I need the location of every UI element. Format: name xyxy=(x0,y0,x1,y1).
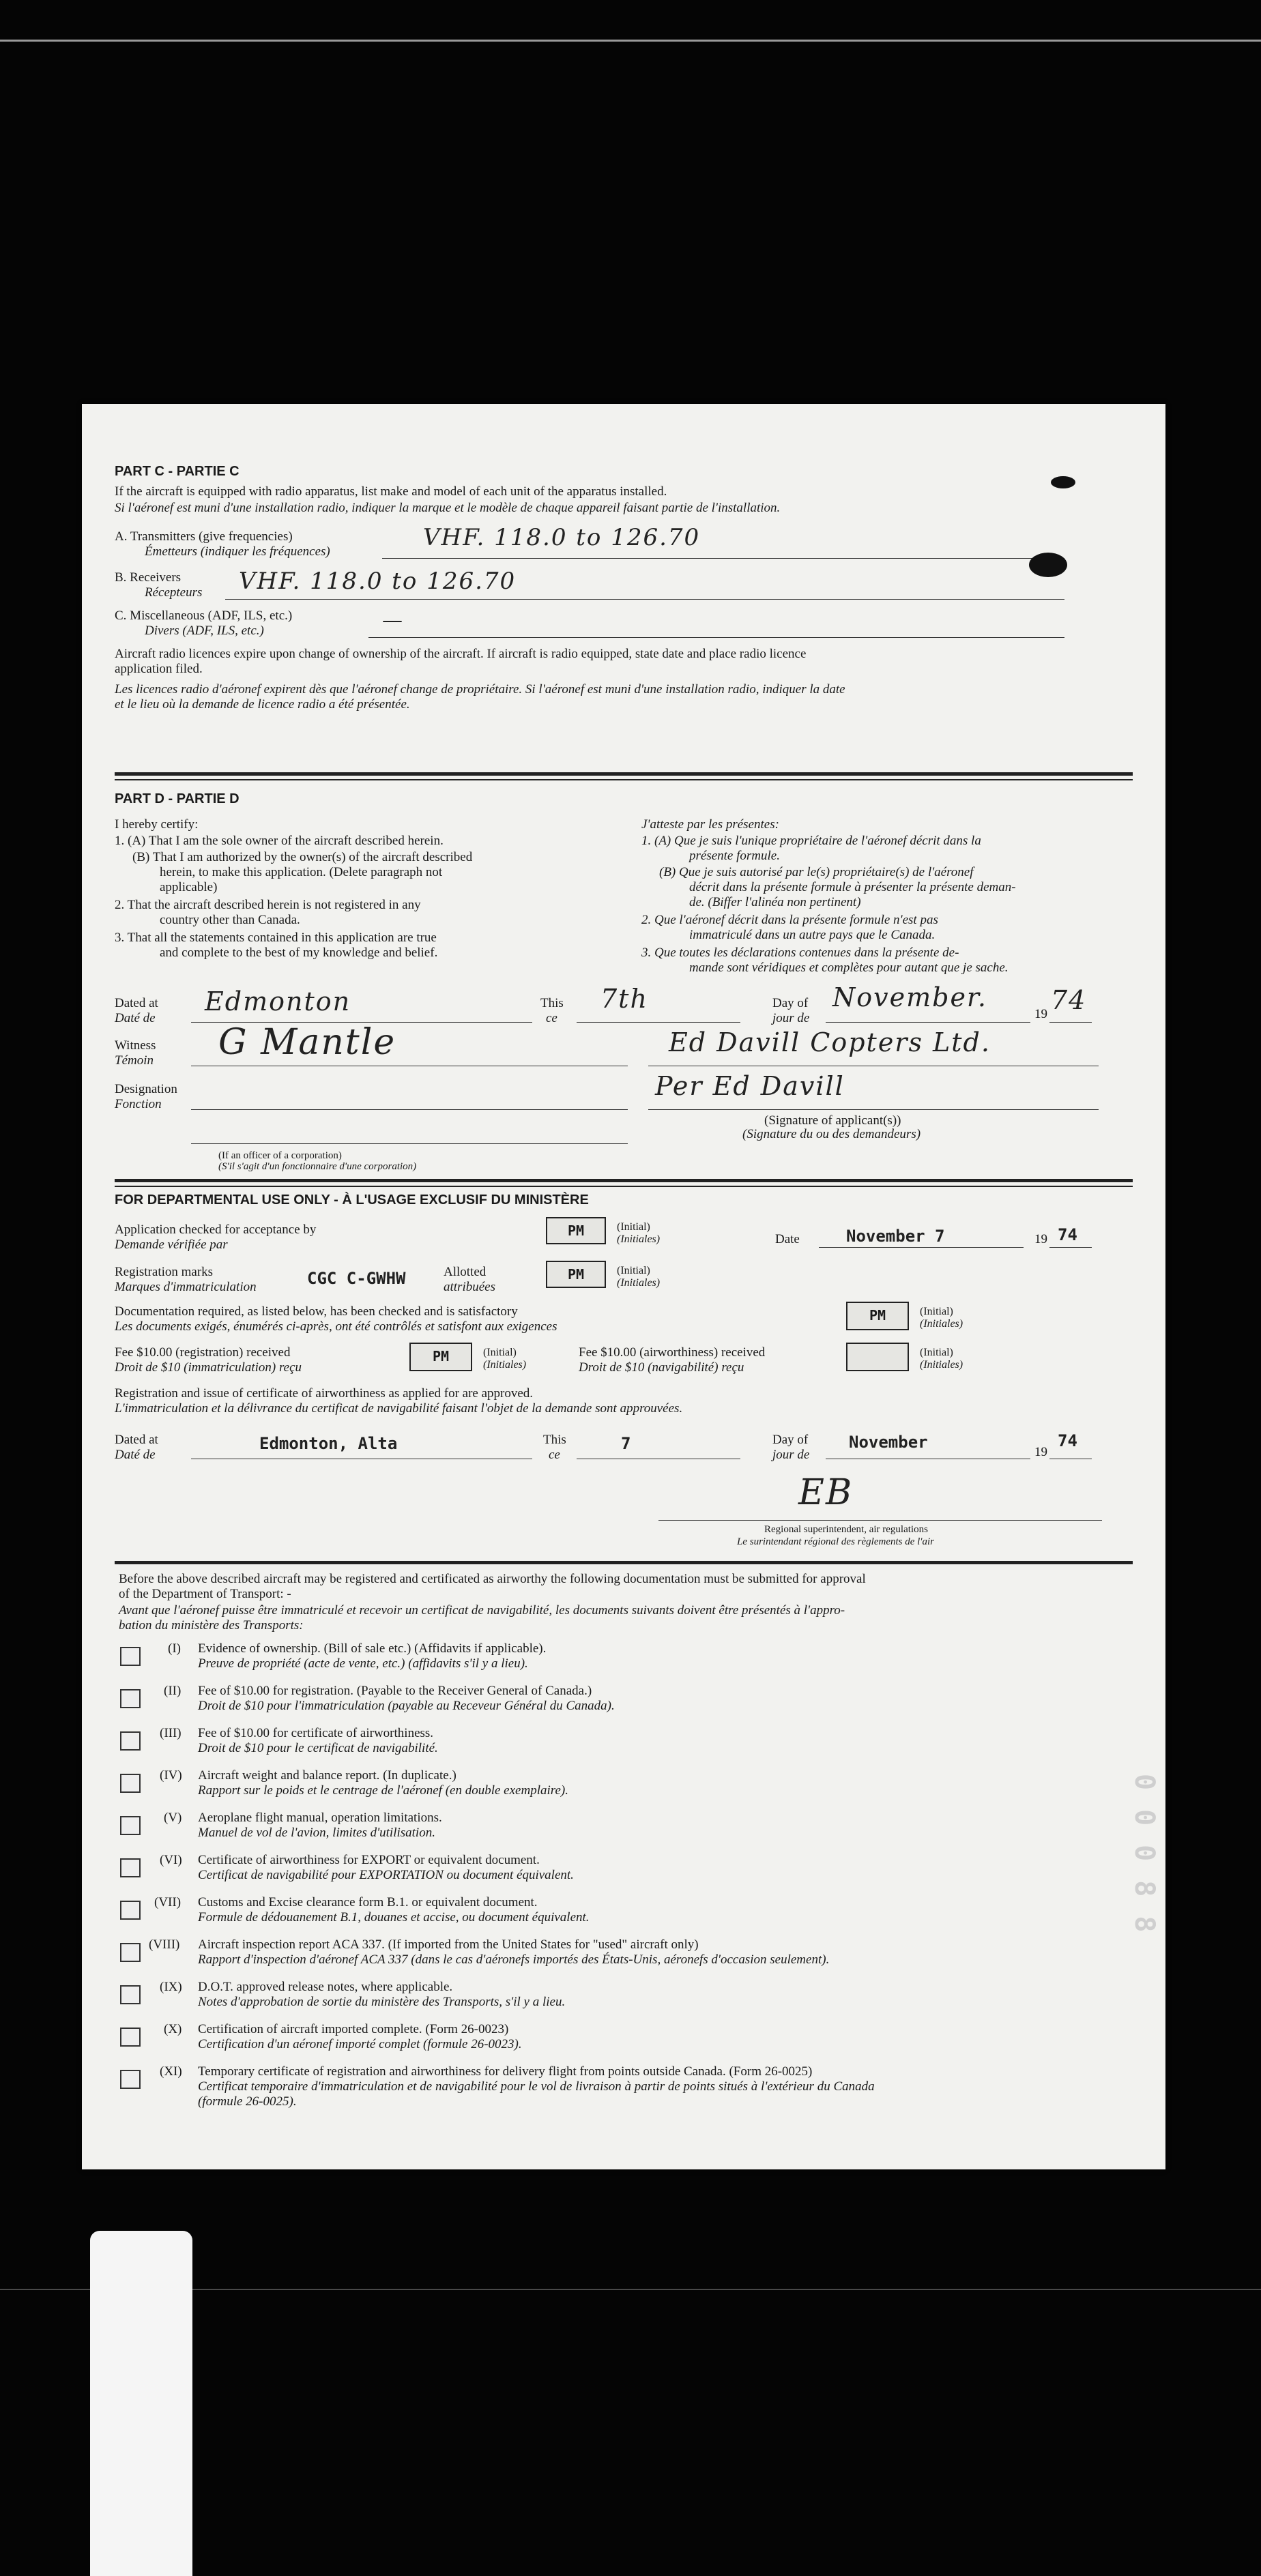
date-year-value: 74 xyxy=(1058,1225,1077,1244)
certify-1a-fr-2: présente formule. xyxy=(689,849,780,863)
approval-place-value: Edmonton, Alta xyxy=(259,1434,398,1453)
superintendent-title-fr: Le surintendant régional des règlements de l'air xyxy=(737,1536,935,1547)
doc-item-number: (V) xyxy=(164,1811,182,1825)
signature-caption-fr: (Signature du ou des demandeurs) xyxy=(742,1127,921,1141)
reg-marks-value: CGC C-GWHW xyxy=(307,1269,406,1288)
doc-item-en: Fee of $10.00 for registration. (Payable to the Receiver General of Canada.) xyxy=(198,1684,592,1698)
docs-checked-label-fr: Les documents exigés, énumérés ci-après, ont été contrôlés et satisfont aux exigences xyxy=(115,1319,557,1334)
reg-marks-label: Registration marks xyxy=(115,1265,214,1279)
transmitters-value: VHF. 118.0 to 126.70 xyxy=(423,524,701,551)
date-year-prefix: 19 xyxy=(1034,1232,1047,1246)
misc-value: — xyxy=(382,609,404,632)
year-value: 74 xyxy=(1051,985,1087,1015)
approval-month-value: November xyxy=(849,1433,928,1452)
doc-item-fr: Droit de $10 pour l'immatriculation (payable au Receveur Général du Canada). xyxy=(198,1699,615,1713)
doc-item-checkbox[interactable] xyxy=(120,1689,141,1708)
doc-item-en: D.O.T. approved release notes, where applicable. xyxy=(198,1980,453,1994)
fee-registration-label: Fee $10.00 (registration) received xyxy=(115,1345,291,1360)
radio-note-en-2: application filed. xyxy=(115,662,203,676)
section-divider xyxy=(115,772,1133,776)
section-divider xyxy=(115,779,1133,780)
approval-dated-label-fr: Daté de xyxy=(115,1448,156,1462)
doc-item-en: Certificate of airworthiness for EXPORT or equivalent document. xyxy=(198,1853,540,1867)
transmitters-line xyxy=(382,558,1064,559)
frame-digits xyxy=(1129,1774,1160,1801)
doc-item-en: Fee of $10.00 for certificate of airworthiness. xyxy=(198,1726,434,1740)
approval-this-label: This xyxy=(543,1433,566,1447)
misc-line xyxy=(368,637,1064,638)
reg-marks-label-fr: Marques d'immatriculation xyxy=(115,1280,257,1294)
part-c-intro-fr: Si l'aéronef est muni d'une installation radio, indiquer la marque et le modèle de chaque appareil faisant partie de l'installation. xyxy=(115,501,781,515)
fee-reg-initials-box: PM xyxy=(409,1343,472,1371)
film-border-line xyxy=(0,40,1261,42)
year-line xyxy=(1049,1022,1092,1023)
doc-item-fr: Rapport d'inspection d'aéronef ACA 337 (dans le cas d'aéronefs importés des États-Unis, aéronefs d'occasion seulement). xyxy=(198,1952,830,1967)
doc-item-checkbox[interactable] xyxy=(120,1647,141,1666)
certify-1b-fr-2: décrit dans la présente formule à présenter la présente deman- xyxy=(689,880,1016,894)
doc-intro-fr-2: bation du ministère des Transports: xyxy=(119,1618,304,1633)
transmitters-label-fr: Émetteurs (indiquer les fréquences) xyxy=(145,544,330,559)
doc-item-fr: Manuel de vol de l'avion, limites d'utilisation. xyxy=(198,1826,435,1840)
allotted-label-fr: attribuées xyxy=(444,1280,495,1294)
doc-item-en: Customs and Excise clearance form B.1. or equivalent document. xyxy=(198,1895,538,1909)
fee-air-initials-box xyxy=(846,1343,909,1371)
approval-this-label-fr: ce xyxy=(549,1448,560,1462)
doc-item-number: (I) xyxy=(168,1641,181,1656)
doc-item-number: (III) xyxy=(160,1726,182,1740)
doc-item-checkbox[interactable] xyxy=(120,2028,141,2047)
date-year-line xyxy=(1049,1247,1092,1248)
doc-item-number: (IX) xyxy=(160,1980,182,1994)
initial-label: (Initial) xyxy=(920,1306,953,1317)
misc-label-fr: Divers (ADF, ILS, etc.) xyxy=(145,624,264,638)
section-divider xyxy=(115,1179,1133,1182)
certify-1b-en: (B) That I am authorized by the owner(s) of the aircraft described xyxy=(132,850,473,864)
part-d-heading: PART D - PARTIE D xyxy=(115,791,240,806)
certify-2-en: 2. That the aircraft described herein is not registered in any xyxy=(115,898,421,912)
approval-year-value: 74 xyxy=(1058,1431,1077,1450)
doc-item-en: Aircraft inspection report ACA 337. (If imported from the United States for "used" aircraft only) xyxy=(198,1937,699,1952)
witness-signature: G Mantle xyxy=(218,1022,396,1063)
certify-2-en-2: country other than Canada. xyxy=(160,913,300,927)
initial-label-fr: (Initiales) xyxy=(617,1277,661,1289)
initial-label: (Initial) xyxy=(483,1347,517,1358)
doc-item-number: (VIII) xyxy=(149,1937,180,1952)
superintendent-signature: EB xyxy=(798,1472,854,1513)
certify-1b-fr-3: de. (Biffer l'alinéa non pertinent) xyxy=(689,895,861,909)
docs-initials-box: PM xyxy=(846,1302,909,1330)
allotted-label: Allotted xyxy=(444,1265,487,1279)
doc-item-en: Aircraft weight and balance report. (In duplicate.) xyxy=(198,1768,456,1783)
departmental-heading: FOR DEPARTMENTAL USE ONLY - À L'USAGE EXCLUSIF DU MINISTÈRE xyxy=(115,1192,589,1208)
section-divider xyxy=(115,1186,1133,1187)
certify-en: I hereby certify: xyxy=(115,817,199,832)
officer-caption-fr: (S'il s'agit d'un fonctionnaire d'une corporation) xyxy=(218,1161,417,1172)
doc-item-en: Certification of aircraft imported complete. (Form 26-0023) xyxy=(198,2022,509,2036)
fee-airworthiness-label-fr: Droit de $10 (navigabilité) reçu xyxy=(579,1360,744,1375)
year-prefix: 19 xyxy=(1034,1007,1047,1021)
certify-1a-fr: 1. (A) Que je suis l'unique propriétaire de l'aéronef décrit dans la xyxy=(641,834,981,848)
part-c-heading: PART C - PARTIE C xyxy=(115,464,240,479)
certify-fr: J'atteste par les présentes: xyxy=(641,817,779,832)
doc-item-fr: Certificat de navigabilité pour EXPORTATION ou document équivalent. xyxy=(198,1868,574,1882)
doc-item-fr-2: (formule 26-0025). xyxy=(198,2094,297,2109)
superintendent-title: Regional superintendent, air regulations xyxy=(764,1524,928,1535)
date-value: November 7 xyxy=(846,1227,945,1246)
checked-initials-box: PM xyxy=(546,1217,606,1244)
month-line xyxy=(826,1022,1030,1023)
date-label: Date xyxy=(775,1232,800,1246)
officer-line xyxy=(191,1143,628,1144)
reg-initials-box: PM xyxy=(546,1261,606,1288)
certify-3-fr: 3. Que toutes les déclarations contenues dans la présente de- xyxy=(641,946,959,960)
receivers-label: B. Receivers xyxy=(115,570,182,585)
doc-item-fr: Notes d'approbation de sortie du ministère des Transports, s'il y a lieu. xyxy=(198,1995,566,2009)
superintendent-line xyxy=(658,1520,1102,1521)
certify-1b-en-3: applicable) xyxy=(160,880,218,894)
docs-checked-label: Documentation required, as listed below, has been checked and is satisfactory xyxy=(115,1304,518,1319)
signature-caption: (Signature of applicant(s)) xyxy=(764,1113,901,1128)
doc-item-fr: Formule de dédouanement B.1, douanes et accise, ou document équivalent. xyxy=(198,1910,590,1924)
radio-note-en-1: Aircraft radio licences expire upon change of ownership of the aircraft. If aircraft is radio equipped, state date and place radio licence xyxy=(115,647,807,661)
doc-item-number: (VII) xyxy=(154,1895,182,1909)
part-c-intro-en: If the aircraft is equipped with radio apparatus, list make and model of each unit of the apparatus installed. xyxy=(115,484,667,499)
certify-1b-en-2: herein, to make this application. (Delete paragraph not xyxy=(160,865,443,879)
doc-item-number: (IV) xyxy=(160,1768,182,1783)
approval-text-fr: L'immatriculation et la délivrance du certificat de navigabilité faisant l'objet de la demande sont approuvées. xyxy=(115,1401,683,1416)
doc-item-number: (X) xyxy=(164,2022,182,2036)
approval-dated-label: Dated at xyxy=(115,1433,158,1447)
initial-label-fr: (Initiales) xyxy=(483,1359,527,1371)
certify-1b-fr: (B) Que je suis autorisé par le(s) propriétaire(s) de l'aéronef xyxy=(659,865,974,879)
certify-2-fr: 2. Que l'aéronef décrit dans la présente formule n'est pas xyxy=(641,913,938,927)
checked-by-label: Application checked for acceptance by xyxy=(115,1223,317,1237)
transmitters-label: A. Transmitters (give frequencies) xyxy=(115,529,293,544)
doc-item-number: (II) xyxy=(164,1684,182,1698)
dated-at-label: Dated at xyxy=(115,996,158,1010)
certify-1a-en: 1. (A) That I am the sole owner of the aircraft described herein. xyxy=(115,834,444,848)
dated-at-label-fr: Daté de xyxy=(115,1011,156,1025)
doc-item-en: Aeroplane flight manual, operation limitations. xyxy=(198,1811,442,1825)
receivers-label-fr: Récepteurs xyxy=(145,585,203,600)
doc-item-checkbox[interactable] xyxy=(120,1943,141,1962)
doc-item-fr: Certificat temporaire d'immatriculation et de navigabilité pour le vol de livraison à partir de points situés à l'extérieur du Canada xyxy=(198,2079,875,2094)
form-page xyxy=(82,404,1165,2169)
radio-note-fr-2: et le lieu où la demande de licence radio a été présentée. xyxy=(115,697,410,712)
dated-at-value: Edmonton xyxy=(205,986,351,1016)
receivers-line xyxy=(225,599,1064,600)
signature-line xyxy=(648,1109,1099,1110)
initial-label-fr: (Initiales) xyxy=(617,1233,661,1245)
applicant-per-signature: Per Ed Davill xyxy=(655,1071,845,1101)
doc-item-checkbox[interactable] xyxy=(120,1901,141,1920)
approval-day-of-label: Day of xyxy=(772,1433,809,1447)
date-line xyxy=(819,1247,1024,1248)
doc-item-fr: Droit de $10 pour le certificat de navigabilité. xyxy=(198,1741,438,1755)
doc-item-checkbox[interactable] xyxy=(120,1774,141,1793)
receivers-value: VHF. 118.0 to 126.70 xyxy=(239,568,517,595)
film-leader-strip xyxy=(90,2231,192,2576)
witness-label: Witness xyxy=(115,1038,156,1053)
month-value: November. xyxy=(832,982,987,1012)
designation-line xyxy=(191,1109,628,1110)
doc-item-number: (VI) xyxy=(160,1853,182,1867)
ink-blot xyxy=(1051,476,1075,488)
doc-item-checkbox[interactable] xyxy=(120,1858,141,1877)
certify-2-fr-2: immatriculé dans un autre pays que le Canada. xyxy=(689,928,936,942)
radio-note-fr-1: Les licences radio d'aéronef expirent dès que l'aéronef change de propriétaire. Si l'aéronef est muni d'une installation radio, indiquer la date xyxy=(115,682,845,697)
applicant-company-signature: Ed Davill Copters Ltd. xyxy=(669,1027,991,1057)
doc-item-fr: Certification d'un aéronef importé complet (formule 26-0023). xyxy=(198,2037,522,2051)
certify-3-en: 3. That all the statements contained in this application are true xyxy=(115,931,437,945)
doc-item-checkbox[interactable] xyxy=(120,1816,141,1835)
designation-label-fr: Fonction xyxy=(115,1097,162,1111)
day-value: 7th xyxy=(600,984,648,1014)
misc-label: C. Miscellaneous (ADF, ILS, etc.) xyxy=(115,609,293,623)
initial-label: (Initial) xyxy=(920,1347,953,1358)
doc-intro-en-1: Before the above described aircraft may be registered and certificated as airworthy the following documentation must be submitted for approval xyxy=(119,1572,866,1586)
doc-intro-en-2: of the Department of Transport: - xyxy=(119,1587,291,1601)
initial-label: (Initial) xyxy=(617,1221,650,1233)
initial-label-fr: (Initiales) xyxy=(920,1359,963,1371)
approval-day-of-label-fr: jour de xyxy=(772,1448,810,1462)
doc-item-checkbox[interactable] xyxy=(120,2070,141,2089)
this-label-fr: ce xyxy=(546,1011,557,1025)
certify-3-fr-2: mande sont véridiques et complètes pour autant que je sache. xyxy=(689,961,1009,975)
doc-item-en: Temporary certificate of registration and airworthiness for delivery flight from points outside Canada. (Form 26-0025) xyxy=(198,2064,813,2079)
fee-airworthiness-label: Fee $10.00 (airworthiness) received xyxy=(579,1345,766,1360)
film-frame-number xyxy=(1160,1774,1187,1820)
designation-label: Designation xyxy=(115,1082,177,1096)
approval-text: Registration and issue of certificate of airworthiness as applied for are approved. xyxy=(115,1386,534,1401)
checked-by-label-fr: Demande vérifiée par xyxy=(115,1238,228,1252)
initial-label: (Initial) xyxy=(617,1265,650,1276)
doc-item-fr: Rapport sur le poids et le centrage de l'aéronef (en double exemplaire). xyxy=(198,1783,568,1798)
day-of-label-fr: jour de xyxy=(772,1011,810,1025)
doc-item-en: Evidence of ownership. (Bill of sale etc.) (Affidavits if applicable). xyxy=(198,1641,547,1656)
doc-item-number: (XI) xyxy=(160,2064,182,2079)
doc-item-checkbox[interactable] xyxy=(120,1985,141,2004)
certify-3-en-2: and complete to the best of my knowledge and belief. xyxy=(160,946,438,960)
doc-intro-fr-1: Avant que l'aéronef puisse être immatriculé et recevoir un certificat de navigabilité, les documents suivants doivent être présentés à l'appro- xyxy=(119,1603,845,1618)
doc-item-checkbox[interactable] xyxy=(120,1731,141,1751)
day-line xyxy=(577,1022,740,1023)
witness-label-fr: Témoin xyxy=(115,1053,154,1068)
approval-year-prefix: 19 xyxy=(1034,1445,1047,1459)
ink-blot xyxy=(1029,553,1067,577)
officer-caption: (If an officer of a corporation) xyxy=(218,1150,342,1161)
section-divider xyxy=(115,1561,1133,1564)
initial-label-fr: (Initiales) xyxy=(920,1318,963,1330)
approval-day-value: 7 xyxy=(621,1434,631,1453)
fee-registration-label-fr: Droit de $10 (immatriculation) reçu xyxy=(115,1360,302,1375)
doc-item-fr: Preuve de propriété (acte de vente, etc.) (affidavits s'il y a lieu). xyxy=(198,1656,528,1671)
this-label: This xyxy=(540,996,564,1010)
day-of-label: Day of xyxy=(772,996,809,1010)
